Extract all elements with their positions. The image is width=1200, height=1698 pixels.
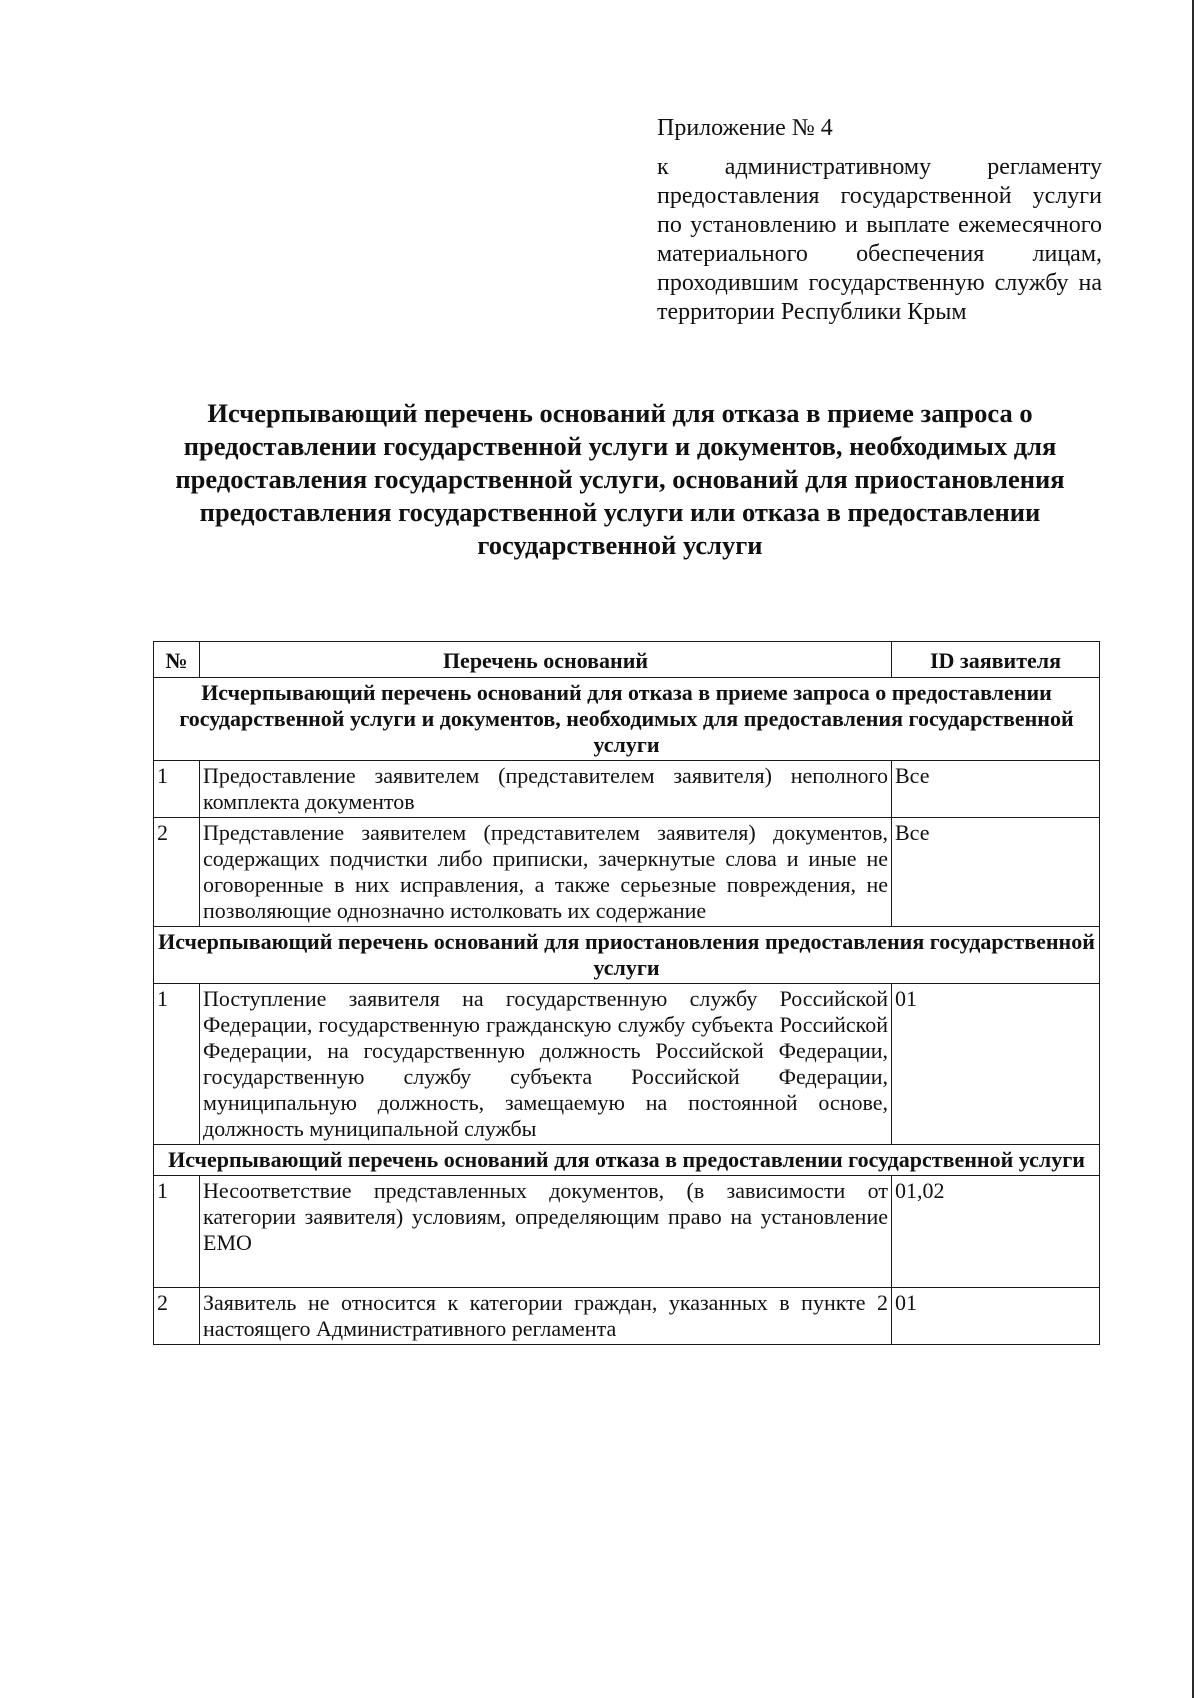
row-applicant-id: Все (892, 818, 1100, 927)
row-number: 1 (154, 984, 200, 1145)
row-number: 2 (154, 818, 200, 927)
table-header-row (154, 642, 1100, 678)
row-basis-text: Несоответствие представленных документов, (в зависимости от категории заявителя) условиям, определяющим право на установление ЕМО (200, 1176, 892, 1288)
header-applicant-id: ID заявителя (892, 642, 1100, 678)
table-row (154, 1288, 1100, 1345)
row-basis-text: Заявитель не относится к категории граждан, указанных в пункте 2 настоящего Административного регламента (200, 1288, 892, 1345)
document-title: Исчерпывающий перечень оснований для отказа в приеме запроса о предоставлении государственной услуги и документов, необходимых для предоставления государственной услуги, оснований для приостановления предоставления государственной услуги или отказа в предоставлении государственной услуги (175, 398, 1065, 560)
section-row (154, 927, 1100, 984)
section-row (154, 1145, 1100, 1176)
row-basis-text: Предоставление заявителем (представителем заявителя) неполного комплекта документов (200, 761, 892, 818)
grounds-table (153, 641, 1100, 1345)
row-basis-text: Представление заявителем (представителем заявителя) документов, содержащих подчистки либо приписки, зачеркнутые слова и иные не оговоренные в них исправления, а также серьезные повреждения, не позволяющие однозначно истолковать их содержание (200, 818, 892, 927)
section-title: Исчерпывающий перечень оснований для приостановления предоставления государственной услуги (154, 927, 1100, 984)
row-number: 1 (154, 761, 200, 818)
table-row (154, 818, 1100, 927)
appendix-block (657, 114, 1102, 327)
table-row (154, 984, 1100, 1145)
header-num: № (154, 642, 200, 678)
row-number: 2 (154, 1288, 200, 1345)
section-title: Исчерпывающий перечень оснований для отказа в приеме запроса о предоставлении государственной услуги и документов, необходимых для предоставления государственной услуги (154, 678, 1100, 761)
row-applicant-id: 01,02 (892, 1176, 1100, 1288)
row-number: 1 (154, 1176, 200, 1288)
section-row (154, 678, 1100, 761)
appendix-number: Приложение № 4 (657, 115, 833, 141)
header-basis: Перечень оснований (200, 642, 892, 678)
section-title: Исчерпывающий перечень оснований для отказа в предоставлении государственной услуги (154, 1145, 1100, 1176)
row-applicant-id: 01 (892, 984, 1100, 1145)
row-basis-text: Поступление заявителя на государственную службу Российской Федерации, государственную гражданскую службу субъекта Российской Федерации, на государственную должность Российской Федерации, государственную службу субъекта Российской Федерации, муниципальную должность, замещаемую на постоянной основе, должность муниципальной службы (200, 984, 892, 1145)
appendix-text: к административному регламенту предоставления государственной услуги по установлению и выплате ежемесячного материального обеспечения лицам, проходившим государственную службу на территории Республики Крым (657, 154, 1102, 325)
row-applicant-id: 01 (892, 1288, 1100, 1345)
row-applicant-id: Все (892, 761, 1100, 818)
table-row (154, 761, 1100, 818)
table-row (154, 1176, 1100, 1288)
page-edge-line (1192, 0, 1194, 1698)
